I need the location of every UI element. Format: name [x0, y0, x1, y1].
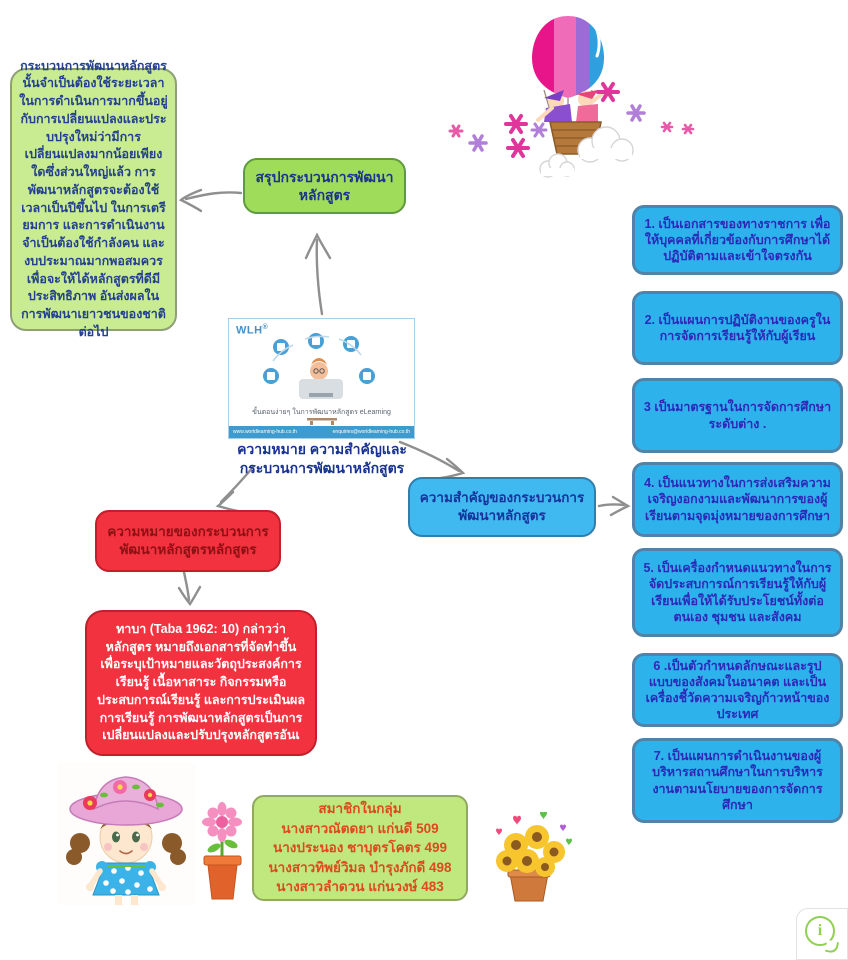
meaning-label: ความหมายของกระบวนการพัฒนาหลักสูตรหลักสูตร: [107, 523, 269, 557]
arrowhead-downleft: [218, 492, 238, 511]
girl-illustration: [58, 763, 195, 905]
girl-dress: [93, 861, 159, 895]
item-text: 3 เป็นมาตรฐานในการจัดการศึกษาระดับต่าง .: [643, 400, 832, 431]
member-name: นางสาวทิพย์วิมล บำรุงภักดี 498: [268, 859, 452, 875]
arrow-meaning-to-taba: [184, 572, 189, 600]
arrow-image-to-summary: [317, 240, 322, 314]
node-intro: [10, 58, 177, 339]
node-members: [252, 795, 468, 901]
arrowhead-right: [611, 497, 628, 515]
wlh-graphic: [229, 333, 414, 403]
balloon-illustration: [440, 0, 700, 190]
importance-item-3: [632, 378, 843, 453]
item-text: 4. เป็นแนวทางในการส่งเสริมความเจริญงอกงามและพัฒนาการของผู้เรียนตามจุดมุ่งหมายของการศึกษา: [644, 476, 831, 523]
members-title: สมาชิกในกลุ่ม: [318, 801, 402, 817]
importance-label: ความสำคัญของกระบวนการพัฒนาหลักสูตร: [419, 489, 585, 523]
arrowhead-up: [306, 235, 330, 258]
importance-item-6: [632, 653, 843, 727]
taba-text: ทาบา (Taba 1962: 10) กล่าวว่าหลักสูตร หมายถึงเอกสารที่จัดทำขึ้น เพื่อระบุเป้าหมายและวัตถุประสงค์การเรียนรู้ เนื้อหาสาระ กิจกรรมหรือประสบการณ์เรียนรู้ และการประเมินผลการเรียนรู้ การพัฒนาหลักสูตรเป็นการเปลี่ยนแปลงและปรับปรุงหลักสูตรอันเ: [96, 621, 305, 743]
member-name: นางสาวณัตดยา แก่นดี 509: [281, 820, 439, 836]
pink-flower-pot: [195, 800, 250, 905]
arrow-importance-to-items: [599, 504, 624, 506]
node-importance: [408, 477, 596, 537]
member-name: นางประนอง ชาบุตรโคตร 499: [272, 840, 448, 856]
importance-item-1: [632, 205, 843, 275]
item-text: 6 .เป็นตัวกำหนดลักษณะและรูปแบบของสังคมในอนาคต และเป็นเครื่องชี้วัดความเจริญก้าวหน้าของประเทศ: [645, 658, 830, 722]
wlh-logo-text: WLH: [236, 324, 263, 337]
arrowhead-left: [181, 190, 201, 211]
sunflowers: [496, 825, 565, 877]
balloon-envelope: [532, 10, 606, 102]
node-taba: [85, 610, 317, 756]
wlh-footer-url: www.worldlearning-hub.co.th: [233, 429, 297, 435]
info-icon-tail: [825, 940, 839, 954]
member-name: นางสาวลำดวน แก่นวงษ์ 483: [276, 879, 444, 895]
info-card[interactable]: [796, 908, 848, 960]
sunflower-illustration: [480, 812, 578, 905]
node-meaning: [95, 510, 281, 572]
arrowhead-down: [179, 587, 200, 604]
flower-pot: [204, 856, 241, 899]
registered-mark: ®: [262, 324, 269, 331]
arrowhead-downright: [441, 459, 463, 478]
arrow-summary-to-intro: [186, 192, 241, 199]
main-caption: ความหมาย ความสำคัญและกระบวนการพัฒนาหลักสูตร: [237, 441, 407, 476]
item-text: 2. เป็นแผนการปฏิบัติงานของครูในการจัดการเรียนรู้ให้กับผู้เรียน: [644, 312, 831, 343]
wlh-image-card: [228, 318, 415, 439]
item-text: 1. เป็นเอกสารของทางราชการ เพื่อให้บุคคลที่เกี่ยวข้องกับการศึกษาได้ปฏิบัติตามและเข้าใจตรงกัน: [644, 216, 831, 264]
importance-item-7: [632, 738, 843, 823]
info-icon-glyph: i: [817, 922, 823, 939]
item-text: 7. เป็นแผนการดำเนินงานของผู้บริหารสถานศึกษาในการบริหารงานตามนโยบายของการจัดการศึกษา: [652, 749, 823, 812]
item-text: 5. เป็นเครื่องกำหนดแนวทางในการจัดประสบการณ์การเรียนรู้ให้กับผู้เรียนเพื่อให้ได้รับประโยชน์ทั้งต่อตนเอง ชุมชน และสังคม: [643, 561, 832, 624]
node-summary: [243, 158, 406, 214]
importance-item-4: [632, 462, 843, 537]
bench-icon: [229, 417, 414, 425]
wlh-caption: ขั้นตอนง่ายๆ ในการพัฒนาหลักสูตร eLearning: [252, 409, 391, 416]
person-at-desk: [299, 358, 343, 399]
wlh-footer-bar: [229, 426, 414, 438]
importance-item-5: [632, 548, 843, 637]
summary-label: สรุปกระบวนการพัฒนาหลักสูตร: [255, 168, 394, 203]
importance-item-2: [632, 291, 843, 365]
intro-text: กระบวนการพัฒนาหลักสูตรนั้นจำเป็นต้องใช้ระยะเวลาในการดำเนินการมากขึ้นอยู่กับการเปลี่ยนแปลงและประบปรุงใหม่ว่ามีการเปลี่ยนแปลงมากน้อยเพียงใดซึ่งส่วนใหญ่แล้ว การพัฒนาหลักสูตรจะต้องใช้เวลาเป็นปีขึ้นไป ในการเตรียมการ และการดำเนินงานจำเป็นต้องใช้กำลังคน และงบประมาณมากพอสมควร เพื่อจะให้ได้หลักสูตรที่ดีมีประสิทธิภาพ อันส่งผลในการพัฒนาเยาวชนของชาติต่อไป: [19, 58, 168, 339]
wlh-footer-email: enquiries@worldlearning-hub.co.th: [332, 429, 410, 435]
